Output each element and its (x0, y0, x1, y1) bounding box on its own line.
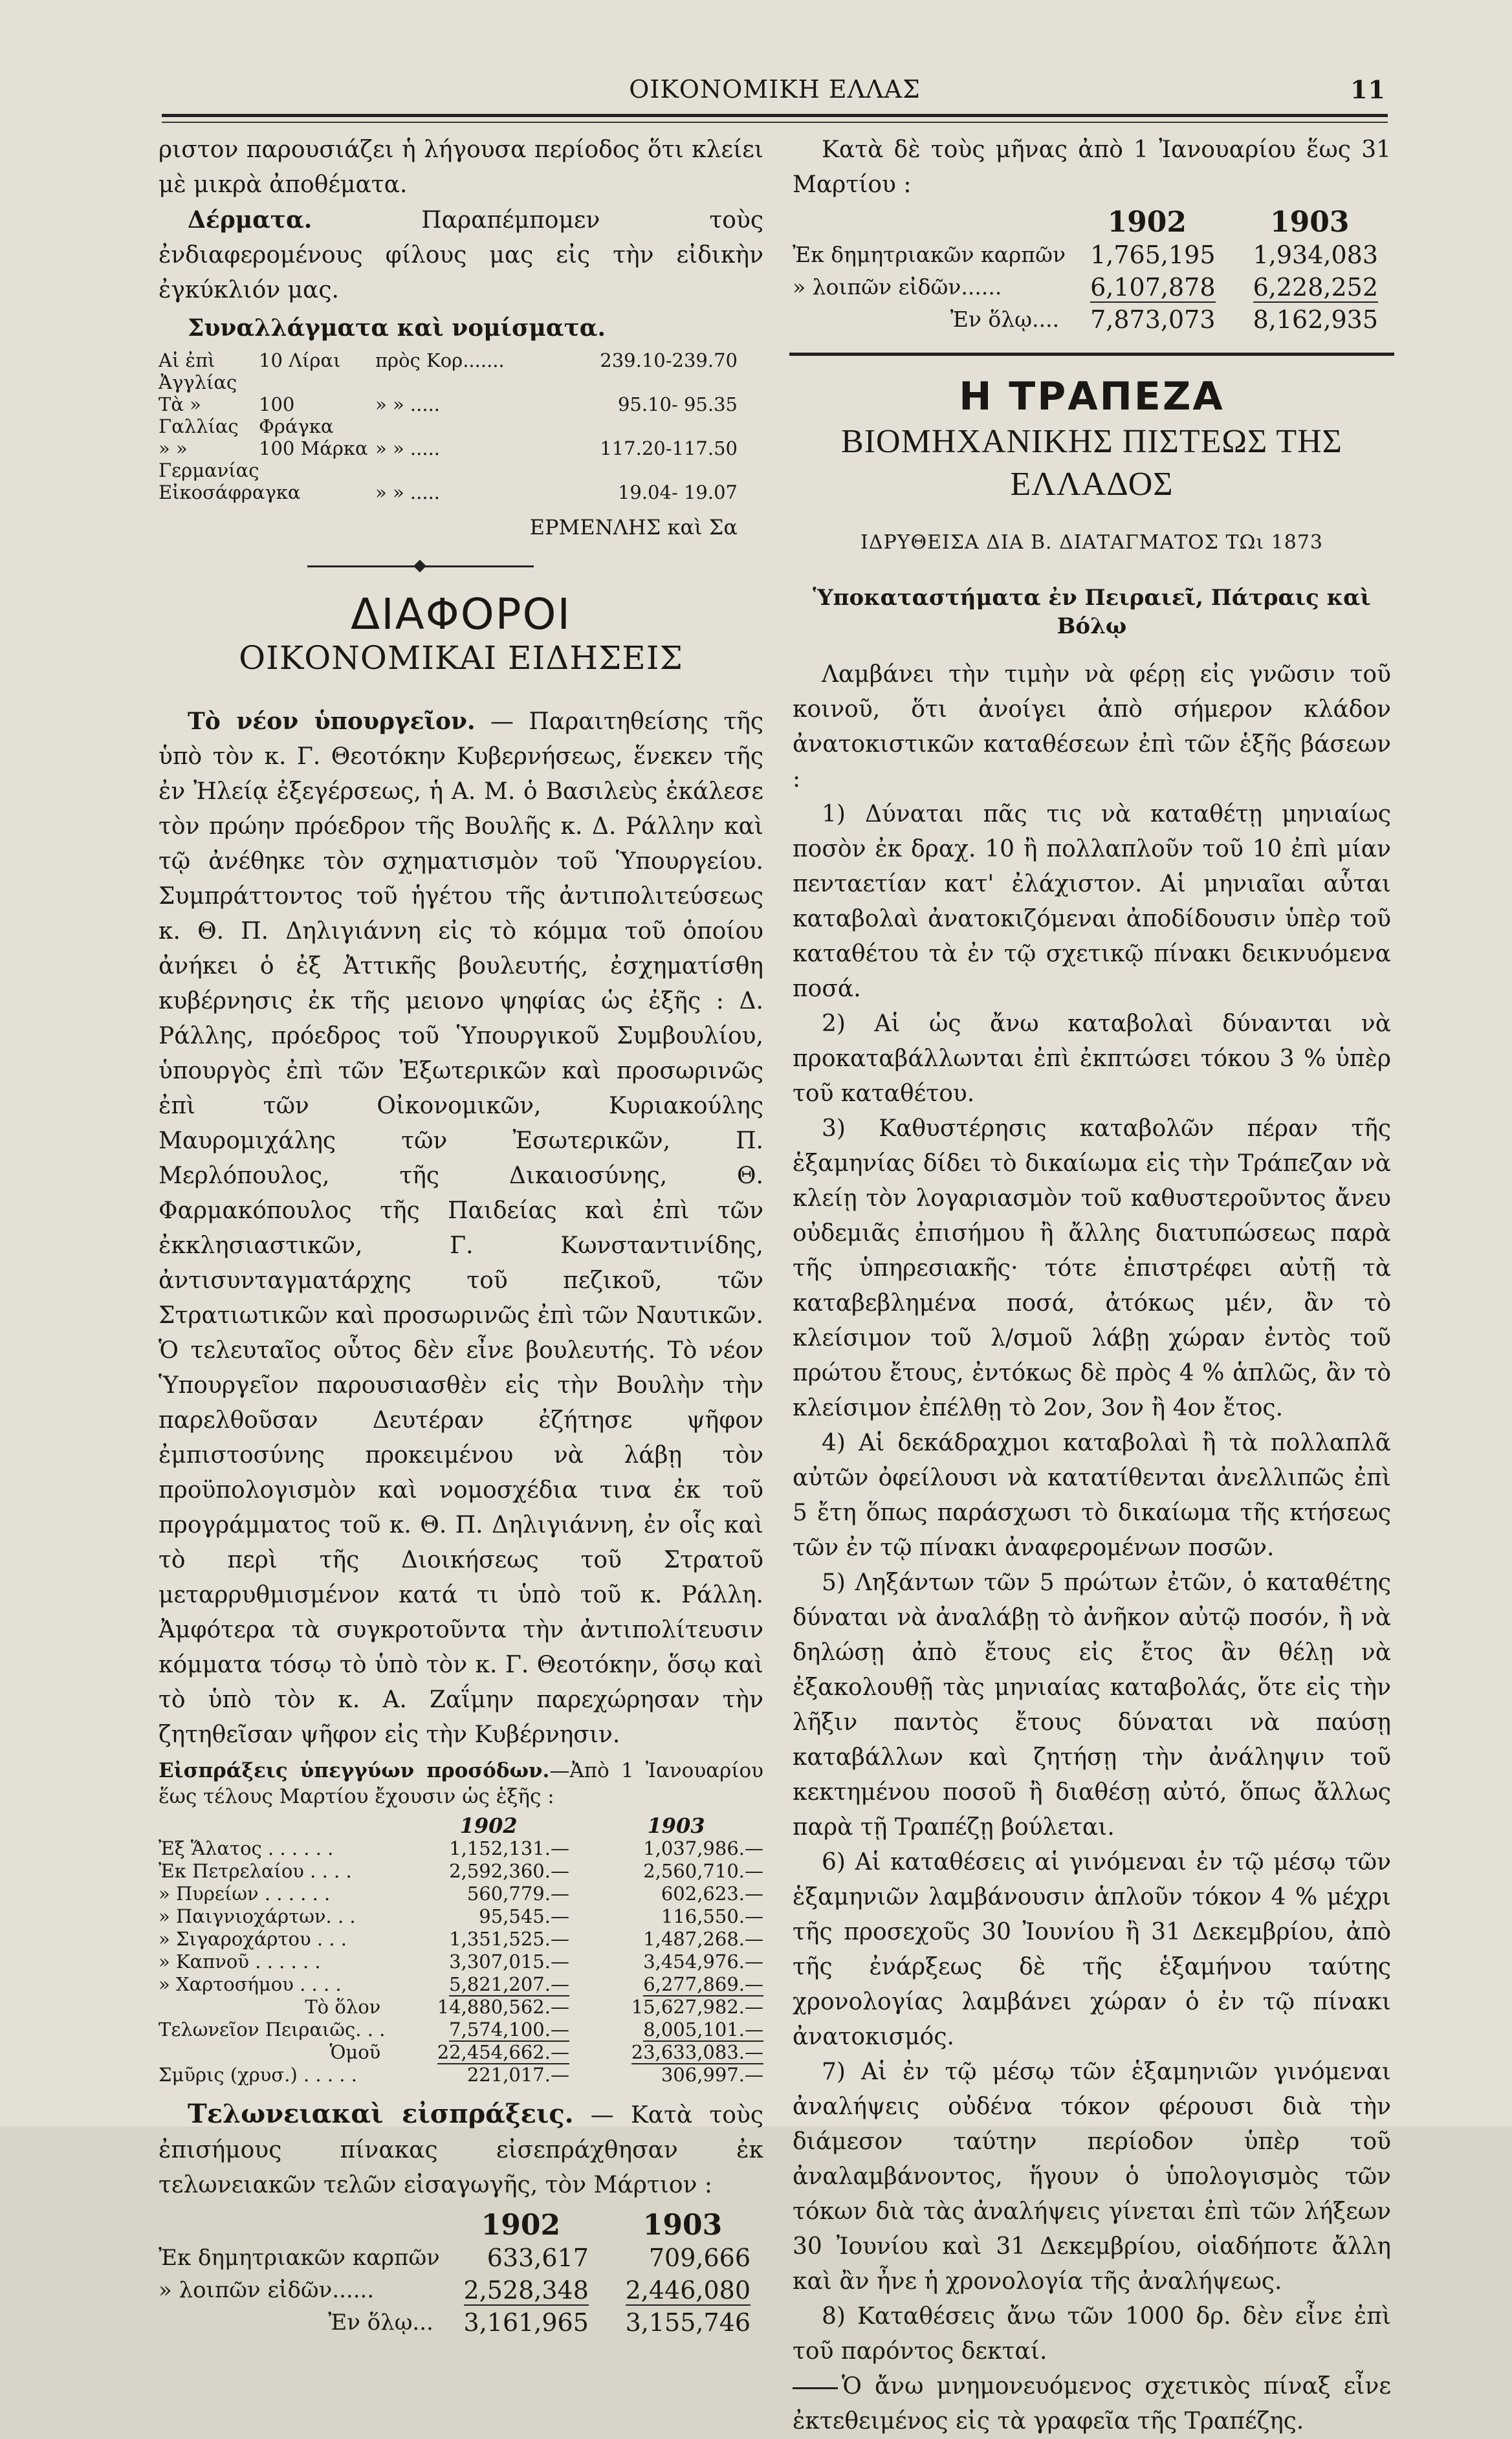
value-1903: 2,560,710.— (643, 1860, 763, 1882)
value-1902 (388, 2018, 589, 2041)
value-1903-underlined: 2,446,080 (625, 2276, 751, 2304)
year-1902: 1902 (459, 1813, 518, 1838)
ytd-year-row (793, 206, 1391, 239)
fx-cell: » » ..... (375, 481, 441, 503)
customs-paragraph (159, 2097, 763, 2203)
value-1903 (602, 2274, 763, 2306)
fx-cell: » » ..... (375, 437, 441, 459)
publication-title: ΟΙΚΟΝΟΜΙΚΗ ΕΛΛΑΣ (629, 75, 921, 104)
ministry-paragraph (159, 704, 763, 1753)
bank-founded: ΙΔΡΥΘΕΙΣΑ ΔΙΑ Β. ΔΙΑΤΑΓΜΑΤΟΣ ΤΩι 1873 (860, 531, 1324, 554)
fx-cell: Εἰκοσάφραγκα (159, 481, 301, 503)
revenue-text: —Ἀπὸ 1 Ἰανουαρίου ἕως τέλους Μαρτίου ἔχουσιν ὡς ἑξῆς : (159, 1759, 763, 1808)
term-3: 3) Καθυστέρησις καταβολῶν πέραν τῆς ἑξαμηνίας δίδει τὸ δικαίωμα εἰς τὴν Τράπεζαν νὰ κλείῃ τὸν λογαριασμὸν τοῦ καθυστεροῦντος ἄνευ οὐδεμιᾶς ἐπισήμου ἢ ἄλλης διατυπώσεως παρὰ τῆς ὑπηρεσιακῆς· τότε ἐπιστρέφει αὐτῇ τὰ καταβεβλημένα ποσά, ἀτόκως μέν, ἂν τὸ κλείσιμον τοῦ λ/σμοῦ λάβῃ χώραν ἐντὸς τοῦ πρώτου ἔτους, ἐντόκως δὲ πρὸς 4 % ἁπλῶς, ἂν τὸ κλείσιμον ἐπέλθῃ τὸ 2ον, 3ον ἢ 4ον ἔτος. (793, 1115, 1391, 1421)
term-1: 1) Δύναται πᾶς τις νὰ καταθέτῃ μηνιαίως ποσὸν ἐκ δραχ. 10 ἢ πολλαπλοῦν τοῦ 10 ἐπὶ μίαν πενταετίαν κατ' ἐλάχιστον. Αἱ μηνιαῖαι αὗται καταβολαὶ ἀνατοκιζόμεναι ἀποδίδουσιν ὑπὲρ τοῦ καταθέτου τὰ ἐν τῷ σχετικῷ πίνακι δεικνυόμενα ποσά. (793, 801, 1391, 1002)
page-number: 11 (1350, 75, 1386, 104)
value-1903: 709,666 (648, 2244, 751, 2272)
year-1902: 1902 (481, 2209, 561, 2242)
note-dash (793, 2387, 838, 2389)
value-1902-underlined: 22,454,662.— (437, 2041, 569, 2063)
table-row-total (159, 2306, 763, 2339)
fx-cell: 100 Μάρκα (259, 437, 368, 459)
value-1903: 3,454,976.— (643, 1951, 763, 1973)
value-1903 (589, 2018, 763, 2041)
row-label: Ὁμοῦ (329, 2041, 381, 2063)
fx-row (159, 349, 763, 393)
value-1902 (388, 1973, 589, 1996)
fx-row (159, 393, 763, 437)
right-intro: Κατὰ δὲ τοὺς μῆνας ἀπὸ 1 Ἰανουαρίου ἕως 31 Μαρτίου : (793, 137, 1391, 198)
value-1902: 2,592,360.— (449, 1860, 569, 1882)
year-1903: 1903 (647, 1813, 705, 1838)
left-column (159, 133, 763, 2339)
fx-row (159, 437, 763, 481)
fx-cell: Αἱ ἐπὶ Ἀγγλίας (159, 349, 237, 393)
value-1903-underlined: 23,633,083.— (631, 2041, 763, 2063)
fx-rate: 19.04- 19.07 (617, 481, 738, 503)
bank-intro: Λαμβάνει τὴν τιμὴν νὰ φέρῃ εἰς γνῶσιν τοῦ κοινοῦ, ὅτι ἀνοίγει ἀπὸ σήμερον κλάδον ἀνατοκιστικῶν καταθέσεων ἐπὶ τῶν ἑξῆς βάσεων : (793, 661, 1391, 793)
table-row (159, 1883, 763, 1905)
section-rule (789, 353, 1394, 356)
value-1903: 1,037,986.— (643, 1837, 763, 1859)
row-label: » λοιπῶν εἰδῶν...... (793, 274, 1002, 300)
value-1903: 1,487,268.— (643, 1928, 763, 1950)
value-1902-underlined: 6,107,878 (1090, 273, 1216, 301)
ministry-lead: Τὸ νέον ὑπουργεῖον. (188, 708, 476, 735)
header-rule-thin (162, 122, 1388, 123)
value-1902: 633,617 (487, 2244, 589, 2272)
value-1903 (589, 2041, 763, 2064)
row-label: » Παιγνιοχάρτων. . . (159, 1905, 356, 1927)
row-label: Ἐκ Πετρελαίου . . . . (159, 1860, 352, 1882)
table-row-total (159, 2041, 763, 2064)
value-1903 (1229, 271, 1391, 303)
value-1902 (1066, 271, 1228, 303)
year-1902: 1902 (1107, 206, 1187, 239)
year-1903: 1903 (642, 2209, 723, 2242)
row-label: » Χαρτοσήμου . . . . (159, 1973, 342, 1995)
fx-rate: 117.20-117.50 (600, 437, 738, 459)
table-row (159, 1951, 763, 1973)
fx-table (159, 349, 763, 503)
value-1903-underlined: 6,228,252 (1253, 273, 1378, 301)
fx-cell: Τὰ » Γαλλίας (159, 393, 239, 437)
fx-cell: » » ..... (375, 393, 441, 415)
value-1902: 1,152,131.— (449, 1837, 569, 1859)
value-1902: 560,779.— (466, 1883, 569, 1905)
table-row (793, 239, 1391, 271)
header-rule (162, 114, 1388, 117)
value-1902: 221,017.— (466, 2064, 569, 2086)
fx-cell: 100 Φράγκα (259, 393, 334, 437)
value-1903: 8,162,935 (1253, 305, 1378, 334)
fx-signature: ΕΡΜΕΝΛΗΣ καὶ Σα (529, 515, 738, 540)
table-row (159, 1837, 763, 1860)
term-8: 8) Καταθέσεις ἄνω τῶν 1000 δρ. δὲν εἶνε ἐπὶ τοῦ παρόντος δεκταί. (793, 2303, 1391, 2365)
customs-text: — Κατὰ τοὺς ἐπισήμους πίνακας εἰσεπράχθησαν ἐκ τελωνειακῶν τελῶν εἰσαγωγῆς, τὸν Μάρτιον : (159, 2102, 763, 2198)
value-1903: 306,997.— (661, 2064, 763, 2086)
year-1903: 1903 (1270, 206, 1350, 239)
bank-title: Η ΤΡΑΠΕΖΑ (959, 374, 1225, 419)
table-row (159, 1860, 763, 1883)
dermata-lead: Δέρματα. (188, 206, 312, 234)
row-label: Ἐκ δημητριακῶν καρπῶν (793, 242, 1066, 267)
bank-subtitle: ΒΙΟΜΗΧΑΝΙΚΗΣ ΠΙΣΤΕΩΣ ΤΗΣ ΕΛΛΑΔΟΣ (841, 423, 1342, 503)
row-label: » Καπνοῦ . . . . . . (159, 1951, 321, 1973)
value-1903: 3,155,746 (625, 2308, 751, 2337)
row-label: » λοιπῶν εἰδῶν...... (159, 2277, 375, 2303)
customs-ytd-table (793, 206, 1391, 336)
value-1902: 7,873,073 (1090, 305, 1216, 334)
fx-rate: 239.10-239.70 (600, 349, 738, 371)
customs-table (159, 2209, 763, 2339)
term-4: 4) Αἱ δεκάδραχμοι καταβολαὶ ἢ τὰ πολλαπλᾶ αὐτῶν ὀφείλουσι νὰ κατατίθενται ἀνελλιπῶς ἐπὶ 5 ἔτη ὅπως παράσχωσι τὸ δικαίωμα τῆς κτήσεως τῶν ἐν τῷ πίνακι ἀναφερομένων ποσῶν. (793, 1430, 1391, 1561)
value-1903-underlined: 8,005,101.— (643, 2018, 763, 2040)
value-1902: 95,545.— (479, 1905, 569, 1927)
fx-row (159, 481, 763, 503)
table-row-total (793, 303, 1391, 336)
revenue-year-row (159, 1815, 763, 1837)
table-row-total (159, 1996, 763, 2018)
customs-year-row (159, 2209, 763, 2242)
page-header (159, 70, 1391, 109)
bank-branches: Ὑποκαταστήματα ἐν Πειραιεῖ, Πάτραις καὶ Βόλῳ (813, 585, 1371, 639)
value-1902 (388, 2041, 589, 2064)
table-row (159, 1905, 763, 1928)
value-1903 (589, 1973, 763, 1996)
value-1902: 3,161,965 (463, 2308, 589, 2337)
fx-rate: 95.10- 95.35 (617, 393, 738, 415)
row-label: Τελωνεῖον Πειραιῶς. . . (159, 2018, 386, 2040)
revenue-table (159, 1815, 763, 2086)
value-1903: 15,627,982.— (631, 1996, 763, 2018)
value-1903-underlined: 6,277,869.— (643, 1973, 763, 1995)
table-row (159, 2274, 763, 2306)
table-row (159, 2242, 763, 2274)
divider-diamond-icon (413, 560, 426, 573)
fx-cell: » » Γερμανίας (159, 437, 259, 481)
fx-heading: Συναλλάγματα καὶ νομίσματα. (188, 314, 606, 342)
row-label: Ἐξ Ἅλατος . . . . . . (159, 1837, 334, 1859)
value-1903: 116,550.— (661, 1905, 763, 1927)
fx-cell (259, 481, 375, 503)
fx-cell: πρὸς Κορ....... (375, 349, 505, 371)
table-row (793, 271, 1391, 303)
intro-paragraph: ριστον παρουσιάζει ἡ λήγουσα περίοδος ὅτι κλείει μὲ μικρὰ ἀποθέματα. (159, 137, 763, 198)
value-1902: 14,880,562.— (437, 1996, 569, 2018)
row-label: Ἐν ὅλῳ.... (950, 307, 1060, 332)
term-6: 6) Αἱ καταθέσεις αἱ γινόμεναι ἐν τῷ μέσῳ τῶν ἑξαμηνιῶν λαμβάνουσιν ἁπλοῦν τόκον 4 % μέχρι τῆς προσεχοῦς 30 Ἰουνίου ἢ 31 Δεκεμβρίου, ἀπὸ τῆς ἐνάρξεως δὲ τῆς ἑξαμήνου ταύτης χρονολογίας λαμβάνει χώραν ὁ ἐν τῷ πίνακι ἀνατοκισμός. (793, 1849, 1391, 2050)
table-row (159, 1973, 763, 1996)
section-title: ΔΙΑΦΟΡΟΙ (351, 589, 571, 639)
dermata-paragraph (159, 202, 763, 308)
table-row (159, 2064, 763, 2086)
value-1902: 1,765,195 (1090, 241, 1216, 269)
term-5: 5) Ληξάντων τῶν 5 πρώτων ἐτῶν, ὁ καταθέτης δύναται νὰ ἀναλάβῃ τὸ ἀνῆκον αὐτῷ ποσόν, ἢ νὰ δηλώσῃ ἀπὸ ἔτους εἰς ἔτος ἂν θέλῃ νὰ ἐξακολουθῇ τὰς μηνιαίας καταβολάς, ὅτε εἰς τὴν λῆξιν παντὸς ἔτους δύναται νὰ παύσῃ καταβάλλων καὶ ζητήσῃ τὴν ἀνάληψιν τοῦ κεκτημένου ποσοῦ ἢ διαθέσῃ αὐτό, ὅπως ἄλλως παρὰ τῇ Τραπέζῃ βούλεται. (793, 1569, 1391, 1841)
value-1902-underlined: 2,528,348 (463, 2276, 589, 2304)
dermata-text: Παραπέμπομεν τοὺς ἐνδιαφερομένους φίλους μας εἰς τὴν εἰδικὴν ἐγκύκλιόν μας. (159, 207, 763, 303)
section-subtitle: ΟΙΚΟΝΟΜΙΚΑΙ ΕΙΔΗΣΕΙΣ (239, 639, 683, 677)
value-1902: 3,307,015.— (449, 1951, 569, 1973)
row-label: Ἐκ δημητριακῶν καρπῶν (159, 2245, 440, 2271)
customs-lead: Τελωνειακαὶ εἰσπράξεις. (188, 2099, 574, 2129)
value-1902: 1,351,525.— (449, 1928, 569, 1950)
row-label: » Σιγαροχάρτου . . . (159, 1928, 347, 1950)
value-1903: 1,934,083 (1253, 241, 1378, 269)
term-7: 7) Αἱ ἐν τῷ μέσῳ τῶν ἑξαμηνιῶν γινόμεναι ἀναλήψεις οὐδένα τόκον φέρουσι διὰ τὴν διάμεσον ταύτην περίοδον ὑπὲρ τοῦ ἀναλαμβάνοντος, ἥγουν ὁ ὑπολογισμὸς τῶν τόκων διὰ τὰς ἀναλήψεις γίνεται ἐπὶ τῶν λήξεων 30 Ἰουνίου καὶ 31 Δεκεμβρίου, οἱαδήποτε ἄλλη καὶ ἂν ἦνε ἡ χρονολογία τῆς ἀναλήψεως. (793, 2059, 1391, 2295)
revenue-paragraph (159, 1758, 763, 1810)
value-1902-underlined: 5,821,207.— (449, 1973, 569, 1995)
row-label: Σμῦρις (χρυσ.) . . . . . (159, 2064, 357, 2086)
value-1902 (440, 2274, 602, 2306)
bank-note-text: Ὁ ἄνω μνημονευόμενος σχετικὸς πίναξ εἶνε ἐκτεθειμένος εἰς τὰ γραφεῖα τῆς Τραπέζης. (793, 2373, 1391, 2434)
table-row (159, 2018, 763, 2041)
bank-note (793, 2369, 1391, 2439)
fx-cell: 10 Λίραι (259, 349, 341, 371)
section-divider (159, 556, 763, 576)
revenue-lead: Εἰσπράξεις ὑπεγγύων προσόδων. (159, 1759, 550, 1782)
table-row (159, 1928, 763, 1951)
row-label: » Πυρείων . . . . . . (159, 1883, 331, 1905)
value-1903: 602,623.— (661, 1883, 763, 1905)
row-label: Τὸ ὅλον (305, 1996, 381, 2018)
ministry-text: — Παραιτηθείσης τῆς ὑπὸ τὸν κ. Γ. Θεοτόκην Κυβερνήσεως, ἕνεκεν τῆς ἐν Ἠλείᾳ ἐξεγέρσεως, ἡ Α. Μ. ὁ Βασιλεὺς ἐκάλεσε τὸν πρώην πρόεδρον τῆς Βουλῆς κ. Δ. Ράλλην καὶ τῷ ἀνέθηκε τὸν σχηματισμὸν τοῦ Ὑπουργείου. Συμπράττοντος τοῦ ἡγέτου τῆς ἀντιπολιτεύσεως κ. Θ. Π. Δηλιγιάννη εἰς τὸ κόμμα τοῦ ὁποίου ἀνήκει ὁ ἐξ Ἀττικῆς βουλευτής, ἐσχηματίσθη κυβέρνησις ἐκ τῆς μειονο ψηφίας ὡς ἐξῆς : Δ. Ράλλης, πρόεδρος τοῦ Ὑπουργικοῦ Συμβουλίου, ὑπουργὸς ἐπὶ τῶν Ἐξωτερικῶν καὶ προσωρινῶς ἐπὶ τῶν Οἰκονομικῶν, Κυριακούλης Μαυρομιχάλης τῶν Ἐσωτερικῶν, Π. Μερλόπουλος, τῆς Δικαιοσύνης, Θ. Φαρμακόπουλος τῆς Παιδείας καὶ ἐπὶ τῶν ἐκκλησιαστικῶν, Γ. Κωνσταντινίδης, ἀντισυνταγματάρχης τοῦ πεζικοῦ, τῶν Στρατιωτικῶν καὶ προσωρινῶς ἐπὶ τῶν Ναυτικῶν. Ὁ τελευταῖος οὗτος δὲν εἶνε βουλευτής. Τὸ νέον Ὑπουργεῖον παρουσιασθὲν εἰς τὴν Βουλὴν τὴν παρελθοῦσαν Δευτέραν ἐζήτησε ψῆφον ἐμπιστοσύνης προκειμένου νὰ λάβῃ τὸν προϋπολογισμὸν καὶ νομοσχέδια τινα ἐκ τοῦ προγράμματος τοῦ κ. Θ. Π. Δηλιγιάννη, ἐν οἷς καὶ τὸ περὶ τῆς Διοικήσεως τοῦ Στρατοῦ μεταρρυθμισμένον κατά τι ὑπὸ τοῦ κ. Ράλλη. Ἀμφότερα τὰ συγκροτοῦντα τὴν ἀντιπολίτευσιν κόμματα τόσῳ τὸ ὑπὸ τὸν κ. Γ. Θεοτόκην, ὅσῳ καὶ τὸ ὑπὸ τὸν κ. Α. Ζαΐμην παρεχώρησαν τὴν ζητηθεῖσαν ψῆφον εἰς τὴν Κυβέρνησιν. (159, 708, 763, 1748)
value-1902-underlined: 7,574,100.— (449, 2018, 569, 2040)
right-column (793, 133, 1391, 2439)
row-label: Ἐν ὅλῳ... (328, 2310, 433, 2335)
term-2: 2) Αἱ ὡς ἄνω καταβολαὶ δύνανται νὰ προκαταβάλλωνται ἐπὶ ἐκπτώσει τόκου 3 % ὑπὲρ τοῦ καταθέτου. (793, 1011, 1391, 1107)
